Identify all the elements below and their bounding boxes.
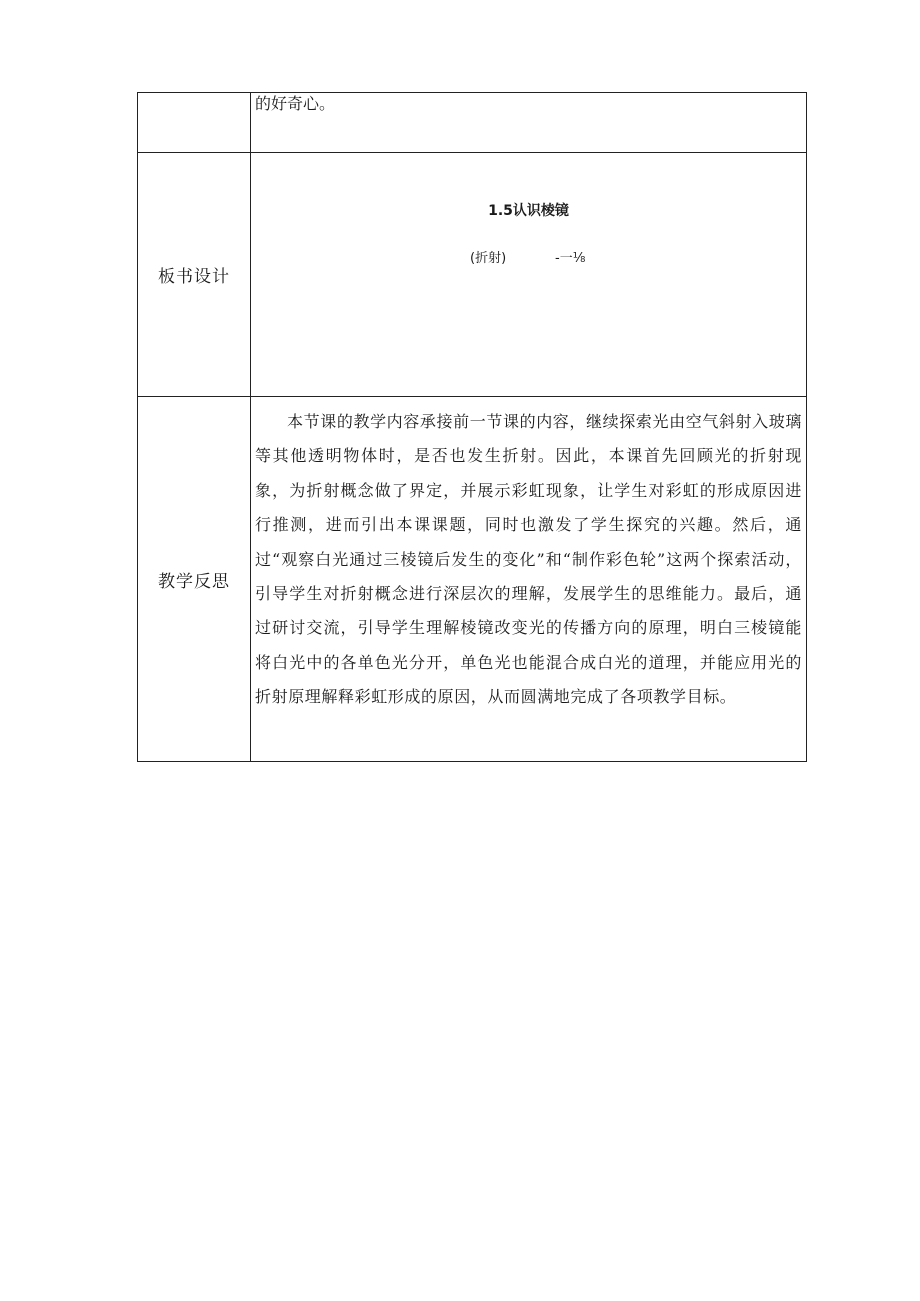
reflection-text: 本节课的教学内容承接前一节课的内容，继续探索光由空气斜射入玻璃等其他透明物体时，是否也发生折射。因此，本课首先回顾光的折射现象，为折射概念做了界定，并展示彩虹现象，让学生对彩虹的形成原因进行推测，进而引出本课课题，同时也激发了学生探究的兴趣。然后，通过“观察白光通过三棱镜后发生的变化”和“制作彩色轮”这两个探索活动，引导学生对折射概念进行深层次的理解，发展学生的思维能力。最后，通过研讨交流，引导学生理解棱镜改变光的传播方向的原理，明白三棱镜能将白光中的各单色光分开，单色光也能混合成白光的道理，并能应用光的折射原理解释彩虹形成的原因，从而圆满地完成了各项教学目标。	[255, 412, 802, 707]
table-row-reflection	[138, 397, 807, 762]
board-mark: -一⅛	[555, 251, 586, 266]
label-cell-empty	[138, 93, 251, 153]
table-row-continuation	[138, 93, 807, 153]
table-row-board-design	[138, 153, 807, 397]
board-design-cell	[251, 153, 807, 397]
continuation-text: 的好奇心。	[255, 94, 336, 113]
board-title: 1.5认识棱镜	[488, 203, 569, 219]
reflection-cell	[251, 397, 807, 762]
reflection-label: 教学反思	[138, 397, 251, 762]
board-subtitle: (折射)	[470, 251, 507, 266]
board-design-label: 板书设计	[138, 153, 251, 397]
content-cell-continuation	[251, 93, 807, 153]
lesson-plan-table	[137, 92, 807, 762]
